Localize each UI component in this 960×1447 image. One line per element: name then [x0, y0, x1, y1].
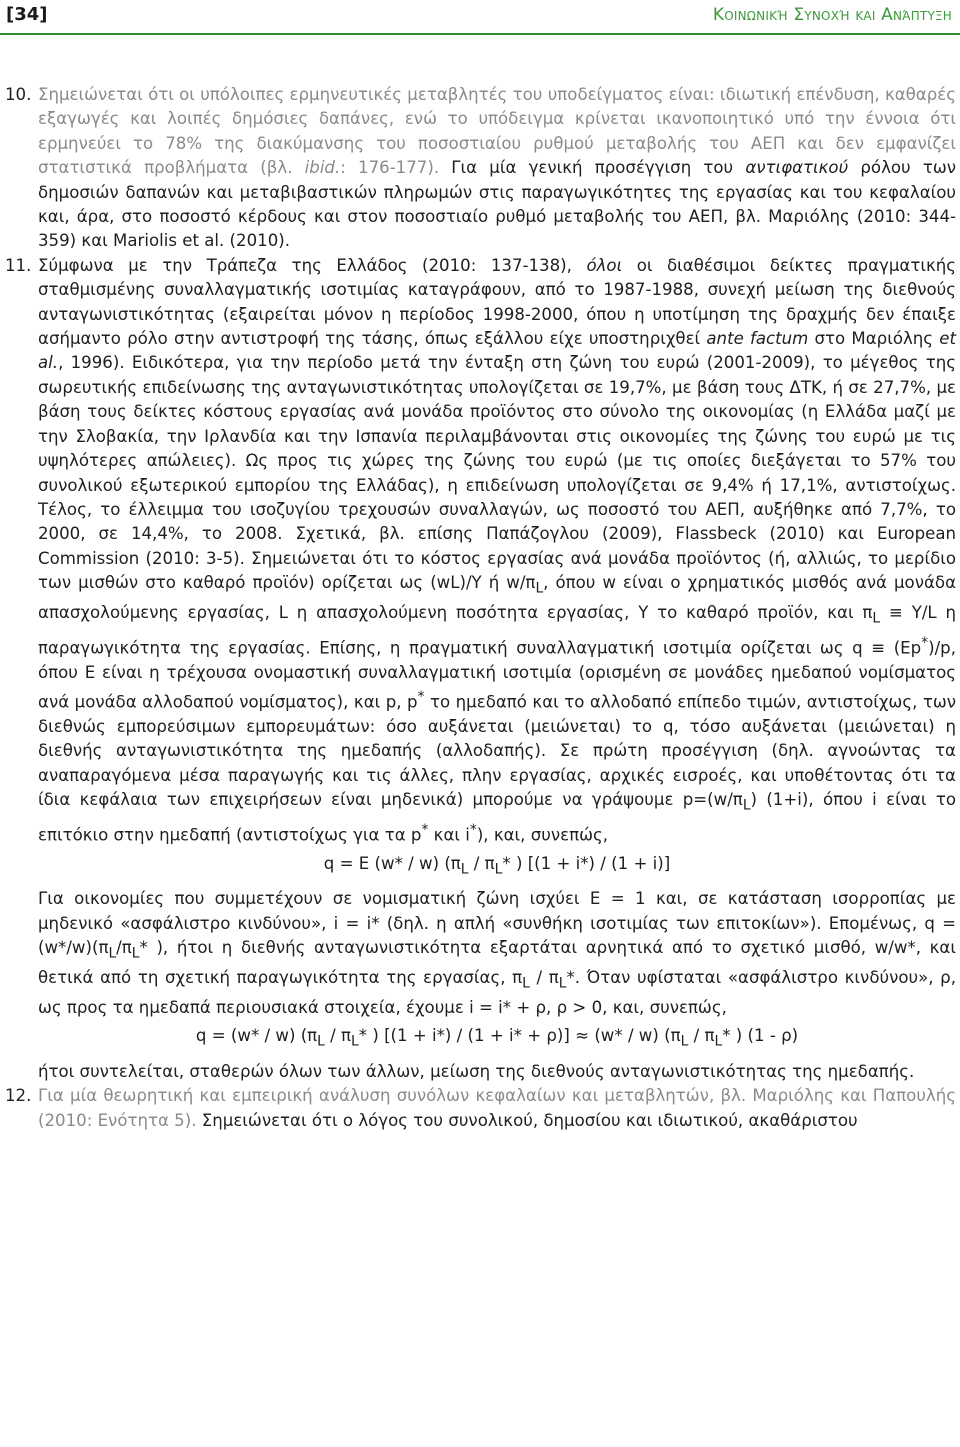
formula-2: q = (w* / w) ($\pi_L / \pi_L*$ ) [(1 + i*) / (1 + i* + ρ)] ≈ (w* / w) ($\pi_L / \pi_L*$ ) (1 - ρ) [195, 1026, 799, 1050]
page-header [0, 0, 960, 36]
footnote-12: 12. Για μία θεωρητική και εμπειρική ανάλυση συνόλων κεφαλαίων και μεταβλητών, βλ. Μαριόλης και Παπουλής (2010: Ενότητα 5). Σημειώνεται ότι ο λόγος του συνολικού, δημοσίου και ιδιωτικού, ακαθάριστου [5, 1086, 956, 1130]
footnote-number: 12. [5, 1086, 32, 1106]
footnote-number: 11. [5, 255, 32, 275]
header-rule [0, 33, 960, 35]
footnote-11: 11. Σύμφωνα με την Τράπεζα της Ελλάδος (2010: 137-138), όλοι οι διαθέσιμοι δείκτες πραγματικής σταθμισμένης συναλλαγματικής ισοτιμίας καταγράφουν, από το 1987-1988, συνεχή μείωση της διεθνούς ανταγωνιστικότητας (εξαιρείται μόνον η περίοδος 1998-2000, όπου η υποτίμηση της δραχμής δεν έπαιξε ασήμαντο ρόλο στην αντιστροφή της τάσης, όπως εξάλλου είχε υποστηριχθεί ante factum στο Μαριόλης et al., 1996). Ειδικότερα, για την περίοδο μετά την ένταξη στη ζώνη του ευρώ (2001-2009), το μέγεθος της σωρευτικής επιδείνωσης της ανταγωνιστικότητας υπολογίζεται σε 19,7%, με βάση τους ΔΤΚ, ή σε 27,7%, με βάση τους δείκτες κόστους εργασίας ανά μονάδα προϊόντος στο σύνολο της οικονομίας (η Ελλάδα μαζί με την Σλοβακία, την Ιρλανδία και την Ισπανία περιλαμβάνονται στις οικονομίες της ζώνης του ευρώ με τις υψηλότερες απώλειες). Ως προς τις χώρες της ζώνης του ευρώ (με τις οποίες διεξάγεται το 57% του συνολικού εξωτερικού εμπορίου της Ελλάδας), η επιδείνωση υπολογίζεται σε 9,4% ή 17,1%, αντιστοίχως. Τέλος, το έλλειμμα του ισοζυγίου τρεχουσών συναλλαγών, ως ποσοστό του ΑΕΠ, αυξήθηκε από 7,7%, το 2000, σε 14,4%, το 2008. Σχετικά, βλ. επίσης Παπάζογλου (2009), Flassbeck (2010) και European Commission (2010: 3-5). Σημειώνεται ότι το κόστος εργασίας ανά μονάδα προϊόντος (ή, αλλιώς, το μερίδιο των μισθών στο καθαρό προϊόν) ορίζεται ως (wL)/Y ή $w/\pi_L$, όπου w είναι ο χρηματικός μισθός ανά μονάδα απασχολούμενης εργασίας, L η απασχολούμενη ποσότητα εργασίας, Y το καθαρό προϊόν, και $\pi_L \equiv Y/L$ η παραγωγικότητα της εργασίας. Επίσης, η πραγματική συναλλαγματική ισοτιμία ορίζεται ως q ≡ (Ep*)/p, όπου E είναι η τρέχουσα ονομαστική συναλλαγματική ισοτιμία (ορισμένη σε μονάδες ημεδαπού νομίσματος ανά μονάδα αλλοδαπού νομίσματος), και p, p* το ημεδαπό και το αλλοδαπό επίπεδο τιμών, αντιστοίχως, των διεθνώς εμπορεύσιμων εμπορευμάτων: όσο αυξάνεται (μειώνεται) το q, τόσο αυξάνεται (μειώνεται) η διεθνής ανταγωνιστικότητα της ημεδαπής (αλλοδαπής). Σε πρώτη προσέγγιση (δηλ. αγνοώντας τα αναπαραγόμενα μέσα παραγωγής και τις άλλες, πλην εργασίας, αρχικές εισροές, και υποθέτοντας ότι τα ίδια κεφάλαια των επιχειρήσεων είναι μηδενικά) μπορούμε να γράψουμε $p=(w/\pi_L)$ (1+i), όπου i είναι το επιτόκιο στην ημεδαπή (αντιστοίχως για τα p* και i*), και, συνεπώς, [5, 255, 957, 845]
footnote-11-cont: Για οικονομίες που συμμετέχουν σε νομισματική ζώνη ισχύει E = 1 και, σε κατάσταση ισορροπίας με μηδενικό «ασφάλιστρο κινδύνου», i = i* (δηλ. η απλή «συνθήκη ισοτιμίας των επιτοκίων»). Επομένως, $q = (w*/w)(\pi_L/\pi_L*$ ), ήτοι η διεθνής ανταγωνιστικότητα εξαρτάται αρνητικά από το σχετικό μισθό, w/w*, και θετικά από τη σχετική παραγωγικότητα της εργασίας, $\pi_L / \pi_L*$. Όταν υφίσταται «ασφάλιστρο κινδύνου», ρ, ως προς τα ημεδαπά περιουσιακά στοιχεία, έχουμε i = i* + ρ, ρ > 0, και, συνεπώς, [38, 889, 956, 1017]
running-title: Κοινωνική Συνοχή και Ανάπτυξη [712, 5, 952, 25]
formula-1: q = E (w* / w) ($\pi_L / \pi_L*$ ) [(1 + i*) / (1 + i)] [323, 853, 671, 878]
page-number: [34] [6, 4, 48, 25]
footnote-11-end: ήτοι συντελείται, σταθερών όλων των άλλων, μείωση της διεθνούς ανταγωνιστικότητας της ημεδαπής. [38, 1061, 915, 1081]
footnotes [5, 83, 957, 1133]
footnote-number: 10. [5, 85, 32, 104]
footnote-10: 10. Σημειώνεται ότι οι υπόλοιπες ερμηνευτικές μεταβλητές του υποδείγματος είναι: ιδιωτική επένδυση, καθαρές εξαγωγές και λοιπές δημόσιες δαπάνες, ενώ το υπόδειγμα κρίνεται ικανοποιητικό υπό την έννοια ότι ερμηνεύει το 78% της διακύμανσης του ποσοστιαίου ρυθμού μεταβολής του ΑΕΠ και δεν εμφανίζει στατιστικά προβλήματα (βλ. ibid.: 176-177). Για μία γενική προσέγγιση του αντιφατικού ρόλου των δημοσιών δαπανών και μεταβιβαστικών πληρωμών στις παραγωγικότητες της εργασίας και του κεφαλαίου και, άρα, στο ποσοστό κέρδους και στον ποσοστιαίο ρυθμό μεταβολής του ΑΕΠ, βλ. Μαριόλης (2010: 344-359) και Mariolis et al. (2010). [5, 85, 956, 251]
